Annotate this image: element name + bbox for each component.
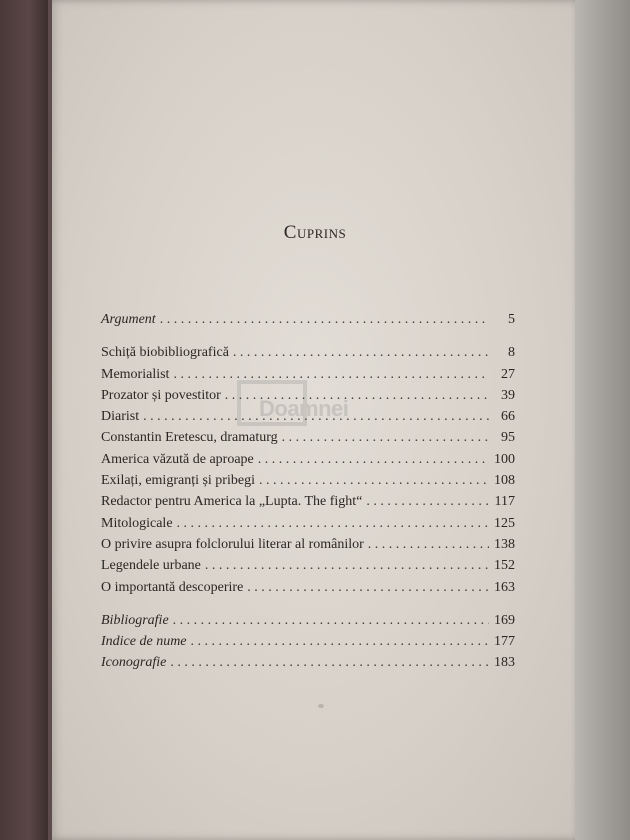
toc-entry-title: Schiță biobibliografică	[101, 345, 229, 361]
toc-entry-page: 5	[508, 312, 515, 327]
toc-entry-page: 117	[494, 494, 515, 510]
toc-entry-title: O importantă descoperire	[101, 579, 244, 595]
toc-entry	[101, 580, 515, 601]
dot-leader	[160, 312, 489, 328]
toc-entry-page: 125	[494, 515, 515, 531]
toc-entry-page: 177	[494, 634, 515, 650]
toc-entry-title: Mitologicale	[101, 515, 173, 531]
dot-leader	[258, 452, 489, 468]
toc-entry	[101, 452, 515, 473]
toc-entry-title: Memorialist	[101, 366, 170, 382]
toc-entry-page: 169	[494, 612, 515, 628]
dot-leader	[368, 537, 489, 553]
toc-entry-page: 163	[494, 579, 515, 595]
toc-entry	[101, 473, 515, 494]
toc-entry-page: 39	[501, 387, 515, 403]
dot-leader	[205, 558, 489, 574]
toc-entry	[101, 558, 515, 579]
toc-entry-title: America văzută de aproape	[101, 451, 254, 467]
dot-leader	[170, 655, 489, 671]
toc-entry-title: Prozator și povestitor	[101, 387, 221, 403]
book-cover-edge	[0, 0, 48, 840]
page-binding-edge	[48, 0, 52, 840]
toc-entry-title: Redactor pentru America la „Lupta. The fight“	[101, 494, 363, 510]
dot-leader	[173, 613, 489, 629]
background-surface	[575, 0, 630, 840]
toc-entry	[101, 345, 515, 366]
toc-entry	[101, 655, 515, 676]
toc-entry	[101, 613, 515, 634]
dot-leader	[233, 345, 489, 361]
toc-entry-page: 138	[494, 536, 515, 552]
toc-entry-title: Argument	[101, 312, 156, 327]
toc-entry-page: 95	[501, 430, 515, 446]
toc-entry-title: Exilați, emigranți și pribegi	[101, 473, 255, 489]
paper-speck	[318, 704, 324, 708]
toc-entry	[101, 634, 515, 655]
dot-leader	[247, 580, 489, 596]
toc-entry-page: 100	[494, 451, 515, 467]
toc-entry	[101, 516, 515, 537]
table-of-contents	[101, 312, 515, 677]
toc-entry-page: 152	[494, 558, 515, 574]
toc-entry-title: Indice de nume	[101, 634, 187, 650]
toc-entry	[101, 537, 515, 558]
toc-entry-page: 27	[501, 366, 515, 382]
toc-entry-page: 183	[494, 655, 515, 671]
toc-entry-page: 108	[494, 473, 515, 489]
watermark-text: Doamnei	[259, 396, 349, 421]
toc-entry-page: 8	[508, 345, 515, 361]
toc-entry	[101, 312, 515, 333]
dot-leader	[177, 516, 489, 532]
dot-leader	[259, 473, 489, 489]
toc-entry-title: Legendele urbane	[101, 558, 201, 574]
dot-leader	[191, 634, 489, 650]
toc-entry-page: 66	[501, 409, 515, 425]
page-title: Cuprins	[283, 222, 347, 243]
toc-entry-title: Constantin Eretescu, dramaturg	[101, 430, 278, 446]
toc-entry	[101, 494, 515, 515]
toc-entry-title: Iconografie	[101, 655, 167, 671]
dot-leader	[366, 494, 489, 510]
watermark-logo	[233, 378, 393, 438]
toc-entry-title: O privire asupra folclorului literar al românilor	[101, 536, 364, 552]
toc-entry-title: Diarist	[101, 409, 140, 425]
toc-entry-title: Bibliografie	[101, 612, 169, 628]
